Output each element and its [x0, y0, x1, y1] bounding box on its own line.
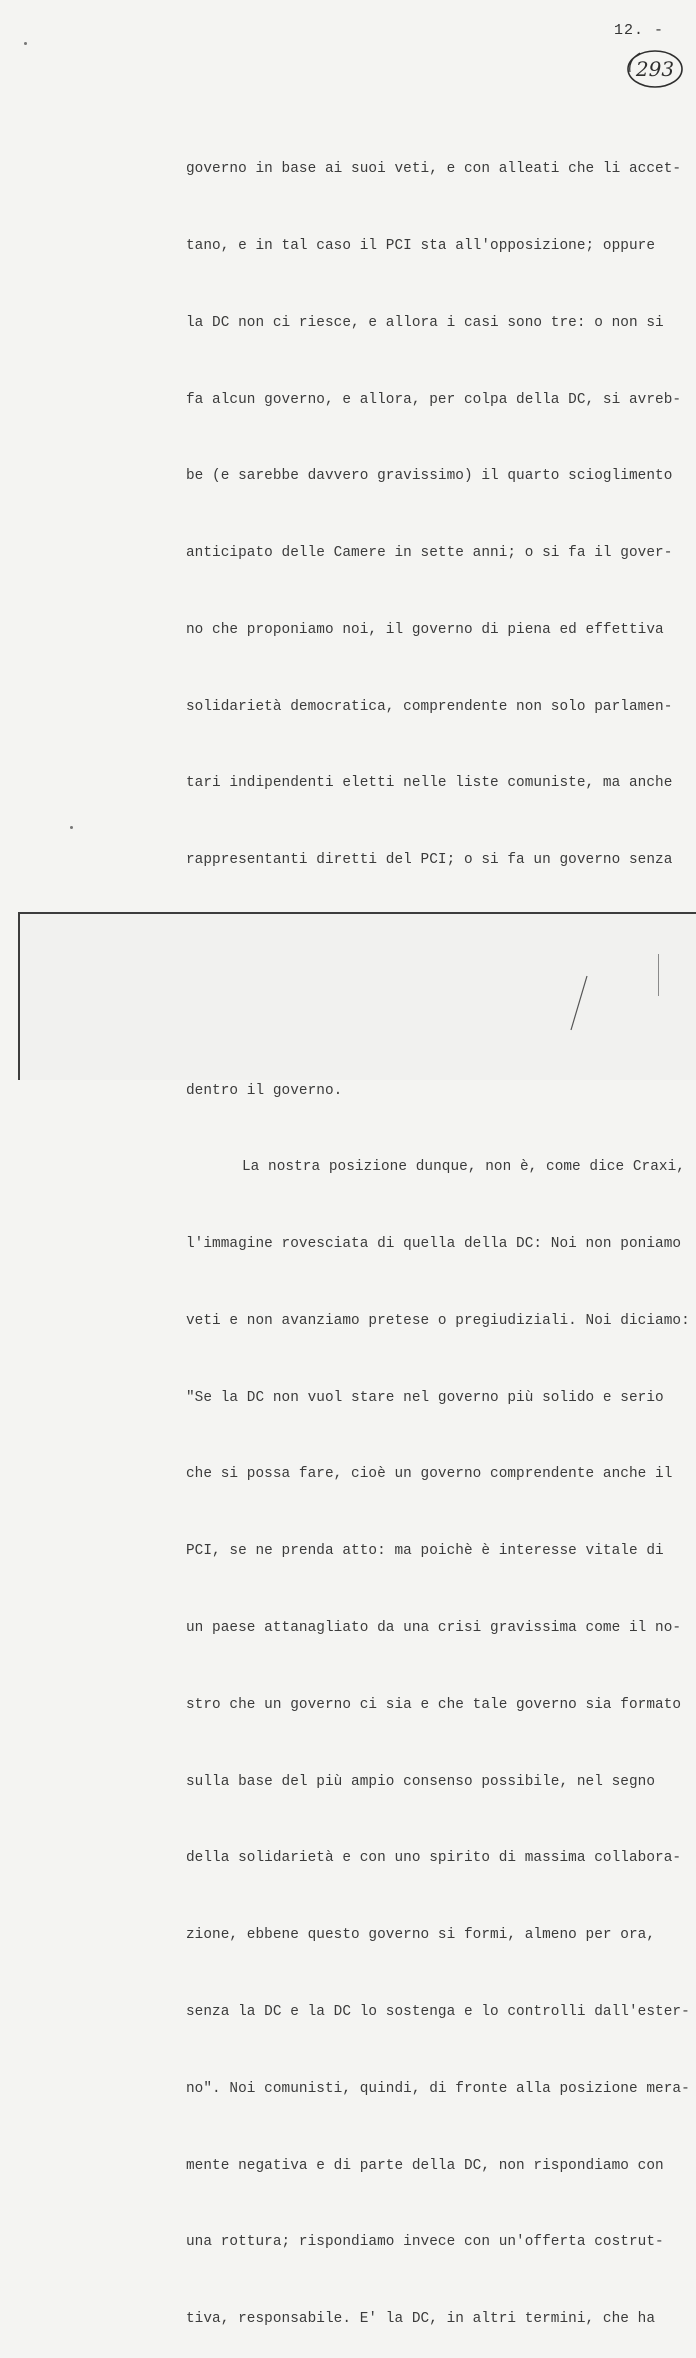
body-text: [186, 106, 690, 2358]
text-line: sulla base del più ampio consenso possibile, nel segno: [186, 1773, 656, 1790]
text-line: un paese attanagliato da una crisi gravissima come il no-: [186, 1620, 682, 1637]
text-line: della solidarietà e con uno spirito di massima collabora-: [186, 1850, 682, 1867]
text-line: stro che un governo ci sia e che tale governo sia formato: [186, 1696, 682, 1713]
text-line: PCI, se ne prenda atto: ma poichè è interesse vitale di: [186, 1543, 664, 1560]
text-line: veti e non avanziamo pretese o pregiudiziali. Noi diciamo:: [186, 1312, 690, 1329]
text-line: anticipato delle Camere in sette anni; o si fa il gover-: [186, 545, 673, 562]
text-line: "Se la DC non vuol stare nel governo più solido e serio: [186, 1389, 664, 1406]
text-line: fa alcun governo, e allora, per colpa della DC, si avreb-: [186, 391, 682, 408]
text-line: l'immagine rovesciata di quella della DC: Noi non poniamo: [186, 1236, 682, 1253]
text-line: la DC non ci riesce, e allora i casi sono tre: o non si: [186, 314, 664, 331]
text-line: be (e sarebbe davvero gravissimo) il quarto scioglimento: [186, 468, 673, 485]
scan-speck: [70, 826, 73, 829]
scan-speck: [24, 42, 27, 45]
text-line: governo in base ai suoi veti, e con alleati che li accet-: [186, 161, 682, 178]
text-line: senza la DC e la DC lo sostenga e lo controlli dall'ester-: [186, 2003, 690, 2020]
text-line: tari indipendenti eletti nelle liste comuniste, ma anche: [186, 775, 673, 792]
text-line: zione, ebbene questo governo si formi, almeno per ora,: [186, 1927, 656, 1944]
pencil-stroke-icon: [565, 974, 595, 1034]
text-line: mente negativa e di parte della DC, non rispondiamo con: [186, 2157, 664, 2174]
text-line: tiva, responsabile. E' la DC, in altri termini, che ha: [186, 2311, 656, 2328]
text-line: che si possa fare, cioè un governo comprendente anche il: [186, 1466, 673, 1483]
stamp-number: 293: [635, 57, 675, 81]
text-line: no". Noi comunisti, quindi, di fronte alla posizione mera-: [186, 2080, 690, 2097]
bottom-frame: [18, 912, 696, 1080]
page-number: 12. -: [614, 22, 665, 39]
paragraph-start-line: La nostra posizione dunque, non è, come dice Craxi,: [242, 1159, 685, 1176]
text-line: rappresentanti diretti del PCI; o si fa un governo senza: [186, 852, 673, 869]
text-line: solidarietà democratica, comprendente non solo parlamen-: [186, 698, 673, 715]
text-line: no che proponiamo noi, il governo di piena ed effettiva: [186, 621, 664, 638]
vertical-mark: [658, 954, 659, 996]
text-line: una rottura; rispondiamo invece con un'offerta costrut-: [186, 2234, 664, 2251]
text-line: tano, e in tal caso il PCI sta all'opposizione; oppure: [186, 237, 656, 254]
text-line: dentro il governo.: [186, 1082, 343, 1099]
archive-stamp: [626, 48, 684, 90]
